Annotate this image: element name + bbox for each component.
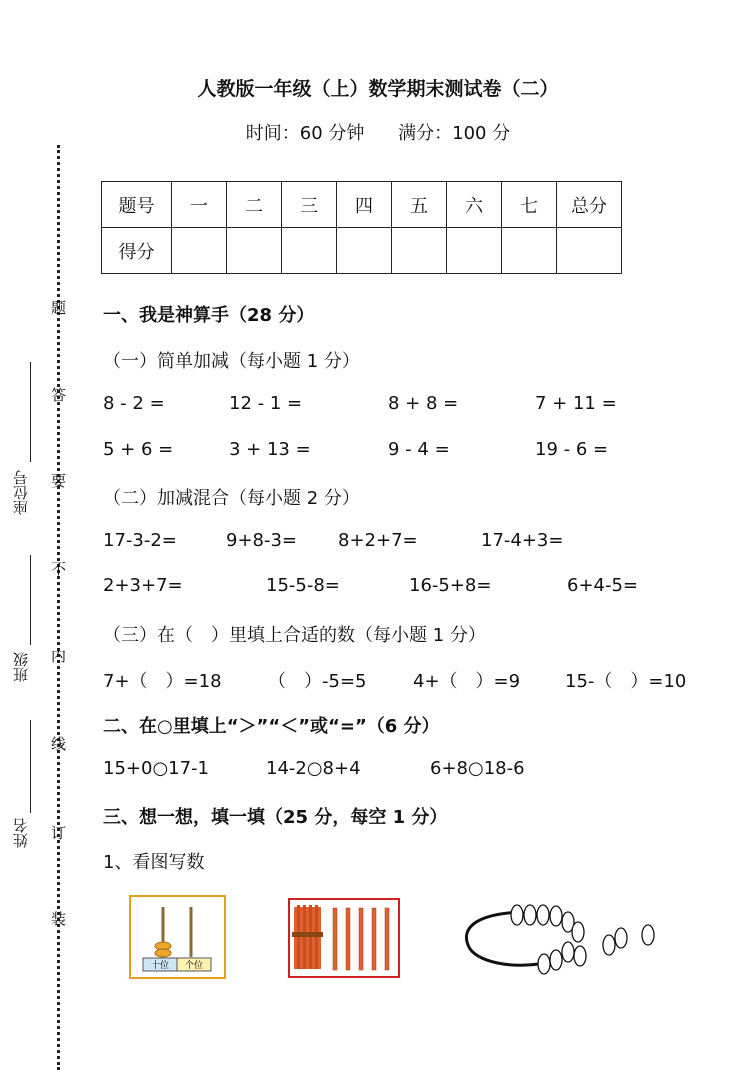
problem: 7 + 11 =: [535, 393, 617, 414]
problem: 19 - 6 =: [535, 439, 609, 460]
binding-char: 装: [51, 910, 67, 928]
table-cell: 五: [392, 182, 447, 228]
single-stick: [372, 908, 376, 970]
counting-sticks-figure: [288, 898, 400, 978]
score-input-cell[interactable]: [172, 228, 227, 274]
fill-blank-problem: 4+（ ）=9: [413, 671, 521, 692]
class-label: 班级: [12, 652, 30, 682]
table-cell: 一: [172, 182, 227, 228]
name-label: 姓名: [12, 818, 30, 848]
problem: 9 - 4 =: [388, 439, 450, 460]
part-3-title: （三）在（ ）里填上合适的数（每小题 1 分）: [103, 625, 486, 646]
part-2-title: （二）加减混合（每小题 2 分）: [103, 488, 360, 509]
bead: [524, 905, 536, 925]
single-stick: [346, 908, 350, 970]
table-cell: 六: [447, 182, 502, 228]
single-stick: [333, 908, 337, 970]
bead-string-figure: [462, 900, 662, 980]
score-table-score-row: [102, 228, 622, 274]
problem: 3 + 13 =: [229, 439, 311, 460]
compare-problem: 14-2○8+4: [266, 758, 361, 779]
stick-bundle-of-ten: [292, 905, 323, 969]
class-blank[interactable]: [30, 555, 31, 645]
seat-number-label: 座位号: [12, 470, 30, 515]
score-table-header-row: [102, 182, 622, 228]
score-table: [101, 181, 622, 274]
full-score: 满分：100 分: [398, 123, 511, 144]
bead: [550, 906, 562, 926]
score-input-cell[interactable]: [337, 228, 392, 274]
problem: 2+3+7=: [103, 575, 183, 596]
binding-char: 要: [51, 472, 67, 490]
bead: [537, 905, 549, 925]
seat-number-blank[interactable]: [30, 362, 31, 462]
table-cell: 七: [502, 182, 557, 228]
table-cell: 四: [337, 182, 392, 228]
bead: [538, 954, 550, 974]
section-1-title: 一、我是神算手（28 分）: [103, 305, 315, 326]
ones-place-label: 个位: [184, 961, 204, 971]
tens-place-label: 十位: [150, 961, 170, 971]
problem: 5 + 6 =: [103, 439, 174, 460]
bead: [572, 922, 584, 942]
table-cell: 题号: [102, 182, 172, 228]
problem: 9+8-3=: [226, 530, 298, 551]
binding-char: 线: [51, 735, 67, 753]
part-1-title: （一）简单加减（每小题 1 分）: [103, 351, 360, 372]
bead: [574, 946, 586, 966]
score-input-cell[interactable]: [392, 228, 447, 274]
score-input-cell[interactable]: [502, 228, 557, 274]
single-stick: [385, 908, 389, 970]
score-input-cell[interactable]: [227, 228, 282, 274]
section-3-title: 三、想一想，填一填（25 分，每空 1 分）: [103, 807, 448, 828]
bead: [603, 935, 615, 955]
fill-blank-problem: （ ）-5=5: [268, 671, 367, 692]
bead: [615, 928, 627, 948]
binding-char: 题: [51, 299, 67, 317]
score-input-cell[interactable]: [282, 228, 337, 274]
question-1-title: 1、看图写数: [103, 852, 205, 873]
bead: [550, 950, 562, 970]
name-blank[interactable]: [30, 720, 31, 813]
table-cell: 总分: [557, 182, 622, 228]
binding-char: 不: [51, 560, 67, 578]
time-limit: 时间：60 分钟: [245, 123, 365, 144]
score-input-cell[interactable]: [557, 228, 622, 274]
section-2-title: 二、在○里填上“＞”“＜”或“=”（6 分）: [103, 716, 440, 737]
bead: [511, 905, 523, 925]
binding-char: 订: [51, 824, 67, 842]
table-cell: 三: [282, 182, 337, 228]
table-cell: 二: [227, 182, 282, 228]
problem: 8+2+7=: [338, 530, 418, 551]
compare-problem: 6+8○18-6: [430, 758, 525, 779]
abacus-bead: [155, 949, 171, 957]
binding-dotted-line: [57, 145, 60, 1070]
problem: 12 - 1 =: [229, 393, 303, 414]
problem: 8 - 2 =: [103, 393, 165, 414]
problem: 6+4-5=: [567, 575, 639, 596]
table-cell: 得分: [102, 228, 172, 274]
problem: 17-4+3=: [481, 530, 564, 551]
fill-blank-problem: 7+（ ）=18: [103, 671, 222, 692]
abacus-figure: [129, 895, 226, 979]
problem: 8 + 8 =: [388, 393, 459, 414]
compare-problem: 15+0○17-1: [103, 758, 209, 779]
score-input-cell[interactable]: [447, 228, 502, 274]
problem: 17-3-2=: [103, 530, 177, 551]
binding-char: 答: [51, 386, 67, 404]
bead: [562, 942, 574, 962]
fill-blank-problem: 15-（ ）=10: [565, 671, 687, 692]
exam-info: [0, 119, 756, 145]
binding-char: 内: [51, 647, 67, 665]
problem: 16-5+8=: [409, 575, 492, 596]
bead: [642, 925, 654, 945]
page-title: 人教版一年级（上）数学期末测试卷（二）: [197, 78, 559, 100]
single-stick: [359, 908, 363, 970]
problem: 15-5-8=: [266, 575, 340, 596]
